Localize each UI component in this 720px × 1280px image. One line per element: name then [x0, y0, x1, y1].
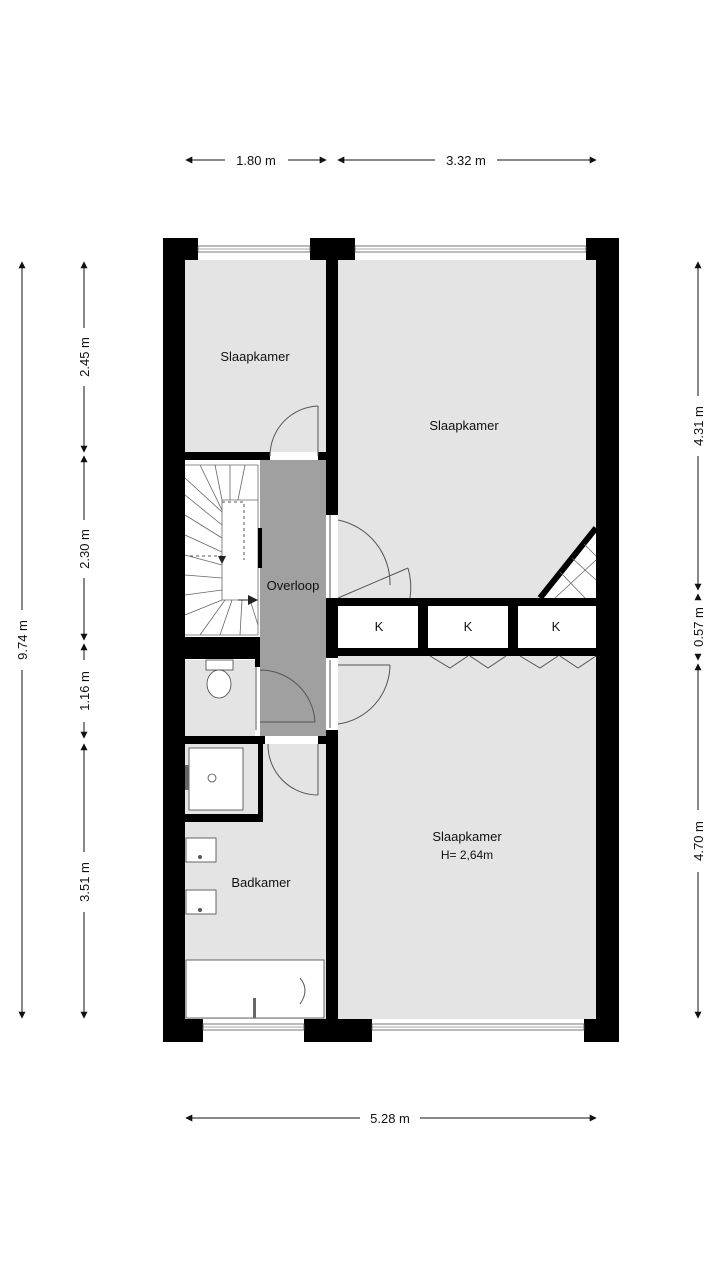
dim-label-top-left: 1.80 m — [236, 153, 276, 168]
wall-bottom-c — [584, 1019, 619, 1042]
wall-stair-bottom — [185, 637, 260, 659]
stairwell-floor — [185, 460, 260, 638]
wall-bathroom-right-top — [318, 736, 328, 744]
dim-label-left-total: 9.74 m — [15, 620, 30, 660]
room-label-bedroom-small: Slaapkamer — [220, 349, 290, 364]
wall-mid-lower — [326, 730, 338, 1019]
dim-label-left-seg-4: 3.51 m — [77, 862, 92, 902]
sink-icon-2 — [186, 890, 216, 914]
wall-top-b — [310, 238, 355, 260]
room-height-label: H= 2,64m — [440, 848, 494, 862]
wall-small-bedroom-bottom-b — [318, 452, 328, 460]
room-label-landing: Overloop — [266, 578, 320, 593]
wall-right — [596, 238, 619, 1042]
wall-toilet-bottom — [185, 736, 265, 744]
room-label-bathroom: Badkamer — [231, 875, 291, 890]
wall-shower-right — [258, 744, 263, 814]
landing-floor — [260, 460, 326, 740]
window-top-left — [198, 246, 310, 252]
dim-label-right-seg-1: 4.31 m — [691, 406, 706, 446]
closet-label-1: K — [374, 619, 384, 634]
wall-mid-closet — [326, 598, 338, 658]
dim-label-right-seg-2: 0.57 m — [691, 607, 706, 647]
wall-left — [163, 238, 185, 1042]
wall-bottom-b — [304, 1019, 372, 1042]
closet-label-3: K — [551, 619, 561, 634]
dim-label-top-right: 3.32 m — [446, 153, 486, 168]
closet-wall-bottom — [338, 648, 596, 656]
sink-icon — [186, 838, 216, 862]
toilet-icon — [206, 660, 233, 698]
window-bottom-left — [203, 1024, 304, 1030]
closet-wall-top — [338, 598, 596, 606]
wall-toilet-right — [255, 655, 260, 667]
dim-label-left-seg-1: 2.45 m — [77, 337, 92, 377]
bathtub-icon — [186, 960, 324, 1018]
wall-top-c — [586, 238, 619, 260]
dim-label-right-seg-3: 4.70 m — [691, 821, 706, 861]
dim-label-left-seg-3: 1.16 m — [77, 671, 92, 711]
shower-icon — [185, 748, 243, 810]
window-top-right — [355, 246, 586, 252]
wall-top-a — [163, 238, 198, 260]
window-bottom-right — [372, 1024, 584, 1030]
closet-label-2: K — [463, 619, 473, 634]
stair-rail — [258, 528, 262, 568]
wall-bottom-a — [163, 1019, 203, 1042]
wall-mid-upper — [326, 260, 338, 515]
closet-divider-2 — [508, 598, 518, 656]
room-label-bedroom-bottom: Slaapkamer — [432, 829, 502, 844]
closet-divider-1 — [418, 598, 428, 656]
wall-shower-bottom — [185, 814, 263, 822]
room-label-bedroom-large: Slaapkamer — [429, 418, 499, 433]
dim-label-left-seg-2: 2.30 m — [77, 529, 92, 569]
wall-small-bedroom-bottom-a — [185, 452, 270, 460]
dim-label-bottom: 5.28 m — [370, 1111, 410, 1126]
